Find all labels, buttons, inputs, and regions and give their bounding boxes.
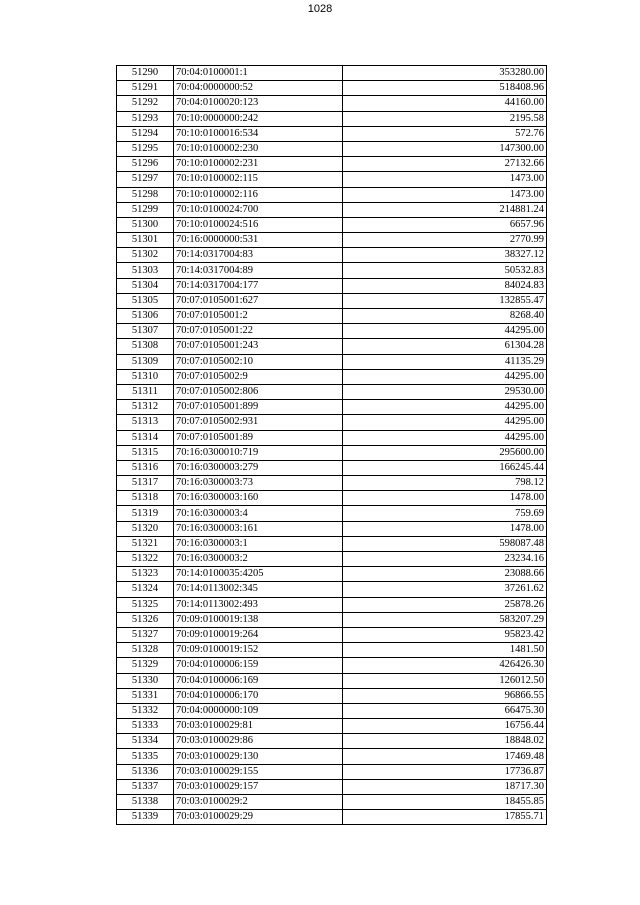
value-cell: 17469.48 (343, 749, 547, 764)
cadastral-number-cell: 70:04:0100020:123 (174, 96, 343, 111)
table-row (117, 612, 547, 627)
row-number-cell: 51319 (117, 506, 174, 521)
table-row (117, 795, 547, 810)
value-cell: 132855.47 (343, 293, 547, 308)
cadastral-number-cell: 70:07:0105002:806 (174, 384, 343, 399)
table-row (117, 627, 547, 642)
table-row (117, 354, 547, 369)
table-body (117, 66, 547, 825)
cadastral-value-table (116, 65, 547, 825)
cadastral-number-cell: 70:14:0113002:493 (174, 597, 343, 612)
cadastral-number-cell: 70:07:0105001:22 (174, 324, 343, 339)
cadastral-number-cell: 70:03:0100029:130 (174, 749, 343, 764)
cadastral-number-cell: 70:16:0300003:2 (174, 552, 343, 567)
value-cell: 25878.26 (343, 597, 547, 612)
cadastral-number-cell: 70:04:0000000:52 (174, 81, 343, 96)
row-number-cell: 51328 (117, 643, 174, 658)
table-row (117, 582, 547, 597)
row-number-cell: 51314 (117, 430, 174, 445)
table-row (117, 810, 547, 825)
cadastral-number-cell: 70:04:0100006:169 (174, 673, 343, 688)
table-row (117, 536, 547, 551)
table-row (117, 248, 547, 263)
cadastral-number-cell: 70:04:0100001:1 (174, 66, 343, 81)
row-number-cell: 51324 (117, 582, 174, 597)
value-cell: 18717.30 (343, 779, 547, 794)
value-cell: 426426.30 (343, 658, 547, 673)
value-cell: 84024.83 (343, 278, 547, 293)
table-row (117, 688, 547, 703)
value-cell: 29530.00 (343, 384, 547, 399)
cadastral-number-cell: 70:16:0300003:160 (174, 491, 343, 506)
cadastral-number-cell: 70:03:0100029:29 (174, 810, 343, 825)
table-row (117, 81, 547, 96)
cadastral-number-cell: 70:07:0105001:899 (174, 400, 343, 415)
cadastral-number-cell: 70:14:0317004:177 (174, 278, 343, 293)
value-cell: 44295.00 (343, 369, 547, 384)
value-cell: 44295.00 (343, 430, 547, 445)
table-row (117, 309, 547, 324)
cadastral-number-cell: 70:10:0100002:115 (174, 172, 343, 187)
cadastral-number-cell: 70:07:0105001:243 (174, 339, 343, 354)
table-row (117, 764, 547, 779)
value-cell: 8268.40 (343, 309, 547, 324)
row-number-cell: 51309 (117, 354, 174, 369)
table-row (117, 233, 547, 248)
value-cell: 518408.96 (343, 81, 547, 96)
row-number-cell: 51323 (117, 567, 174, 582)
value-cell: 353280.00 (343, 66, 547, 81)
cadastral-number-cell: 70:07:0105002:9 (174, 369, 343, 384)
row-number-cell: 51311 (117, 384, 174, 399)
value-cell: 1481.50 (343, 643, 547, 658)
value-cell: 27132.66 (343, 157, 547, 172)
table-row (117, 567, 547, 582)
cadastral-number-cell: 70:10:0100024:700 (174, 202, 343, 217)
value-cell: 23088.66 (343, 567, 547, 582)
value-cell: 41135.29 (343, 354, 547, 369)
table-row (117, 749, 547, 764)
cadastral-number-cell: 70:04:0100006:170 (174, 688, 343, 703)
value-cell: 1473.00 (343, 172, 547, 187)
value-cell: 37261.62 (343, 582, 547, 597)
row-number-cell: 51321 (117, 536, 174, 551)
value-cell: 95823.42 (343, 627, 547, 642)
cadastral-number-cell: 70:10:0100002:116 (174, 187, 343, 202)
table-row (117, 719, 547, 734)
cadastral-number-cell: 70:04:0100006:159 (174, 658, 343, 673)
table-row (117, 415, 547, 430)
value-cell: 126012.50 (343, 673, 547, 688)
table-row (117, 643, 547, 658)
value-cell: 572.76 (343, 126, 547, 141)
row-number-cell: 51338 (117, 795, 174, 810)
value-cell: 798.12 (343, 476, 547, 491)
cadastral-number-cell: 70:10:0100002:230 (174, 141, 343, 156)
row-number-cell: 51293 (117, 111, 174, 126)
table-row (117, 658, 547, 673)
cadastral-number-cell: 70:10:0100002:231 (174, 157, 343, 172)
cadastral-number-cell: 70:16:0300010:719 (174, 445, 343, 460)
table-row (117, 263, 547, 278)
table-row (117, 460, 547, 475)
row-number-cell: 51298 (117, 187, 174, 202)
value-cell: 2195.58 (343, 111, 547, 126)
cadastral-number-cell: 70:07:0105002:10 (174, 354, 343, 369)
row-number-cell: 51307 (117, 324, 174, 339)
table-row (117, 597, 547, 612)
row-number-cell: 51313 (117, 415, 174, 430)
value-cell: 50532.83 (343, 263, 547, 278)
cadastral-number-cell: 70:07:0105001:2 (174, 309, 343, 324)
table-row (117, 400, 547, 415)
row-number-cell: 51295 (117, 141, 174, 156)
row-number-cell: 51325 (117, 597, 174, 612)
row-number-cell: 51292 (117, 96, 174, 111)
value-cell: 583207.29 (343, 612, 547, 627)
cadastral-number-cell: 70:03:0100029:81 (174, 719, 343, 734)
row-number-cell: 51291 (117, 81, 174, 96)
cadastral-number-cell: 70:09:0100019:264 (174, 627, 343, 642)
row-number-cell: 51336 (117, 764, 174, 779)
row-number-cell: 51320 (117, 521, 174, 536)
cadastral-number-cell: 70:14:0113002:345 (174, 582, 343, 597)
row-number-cell: 51326 (117, 612, 174, 627)
row-number-cell: 51310 (117, 369, 174, 384)
table-row (117, 172, 547, 187)
row-number-cell: 51306 (117, 309, 174, 324)
value-cell: 2770.99 (343, 233, 547, 248)
cadastral-number-cell: 70:14:0317004:89 (174, 263, 343, 278)
cadastral-number-cell: 70:04:0000000:109 (174, 703, 343, 718)
value-cell: 6657.96 (343, 217, 547, 232)
row-number-cell: 51332 (117, 703, 174, 718)
value-cell: 44295.00 (343, 324, 547, 339)
table-row (117, 339, 547, 354)
cadastral-number-cell: 70:14:0317004:83 (174, 248, 343, 263)
table-row (117, 673, 547, 688)
row-number-cell: 51302 (117, 248, 174, 263)
table-row (117, 187, 547, 202)
table-row (117, 324, 547, 339)
row-number-cell: 51337 (117, 779, 174, 794)
value-cell: 96866.55 (343, 688, 547, 703)
row-number-cell: 51330 (117, 673, 174, 688)
value-cell: 1478.00 (343, 491, 547, 506)
cadastral-number-cell: 70:16:0000000:531 (174, 233, 343, 248)
value-cell: 16756.44 (343, 719, 547, 734)
value-cell: 38327.12 (343, 248, 547, 263)
cadastral-number-cell: 70:10:0100016:534 (174, 126, 343, 141)
value-cell: 44295.00 (343, 400, 547, 415)
row-number-cell: 51308 (117, 339, 174, 354)
cadastral-number-cell: 70:10:0000000:242 (174, 111, 343, 126)
cadastral-number-cell: 70:16:0300003:1 (174, 536, 343, 551)
table-row (117, 521, 547, 536)
row-number-cell: 51303 (117, 263, 174, 278)
row-number-cell: 51331 (117, 688, 174, 703)
table-row (117, 430, 547, 445)
value-cell: 23234.16 (343, 552, 547, 567)
table-row (117, 552, 547, 567)
cadastral-number-cell: 70:09:0100019:138 (174, 612, 343, 627)
value-cell: 166245.44 (343, 460, 547, 475)
table-row (117, 734, 547, 749)
table-row (117, 491, 547, 506)
table-row (117, 779, 547, 794)
row-number-cell: 51315 (117, 445, 174, 460)
row-number-cell: 51318 (117, 491, 174, 506)
value-cell: 147300.00 (343, 141, 547, 156)
value-cell: 295600.00 (343, 445, 547, 460)
row-number-cell: 51294 (117, 126, 174, 141)
value-cell: 18848.02 (343, 734, 547, 749)
cadastral-number-cell: 70:09:0100019:152 (174, 643, 343, 658)
table-row (117, 202, 547, 217)
table-row (117, 278, 547, 293)
cadastral-number-cell: 70:07:0105002:931 (174, 415, 343, 430)
value-cell: 44295.00 (343, 415, 547, 430)
value-cell: 66475.30 (343, 703, 547, 718)
value-cell: 759.69 (343, 506, 547, 521)
row-number-cell: 51316 (117, 460, 174, 475)
row-number-cell: 51335 (117, 749, 174, 764)
value-cell: 18455.85 (343, 795, 547, 810)
value-cell: 61304.28 (343, 339, 547, 354)
row-number-cell: 51312 (117, 400, 174, 415)
row-number-cell: 51327 (117, 627, 174, 642)
cadastral-number-cell: 70:07:0105001:627 (174, 293, 343, 308)
table-row (117, 157, 547, 172)
table-row (117, 126, 547, 141)
cadastral-number-cell: 70:03:0100029:2 (174, 795, 343, 810)
value-cell: 44160.00 (343, 96, 547, 111)
row-number-cell: 51339 (117, 810, 174, 825)
row-number-cell: 51300 (117, 217, 174, 232)
table-row (117, 445, 547, 460)
value-cell: 598087.48 (343, 536, 547, 551)
table-row (117, 293, 547, 308)
row-number-cell: 51305 (117, 293, 174, 308)
cadastral-number-cell: 70:03:0100029:155 (174, 764, 343, 779)
table-row (117, 141, 547, 156)
row-number-cell: 51301 (117, 233, 174, 248)
cadastral-number-cell: 70:10:0100024:516 (174, 217, 343, 232)
row-number-cell: 51322 (117, 552, 174, 567)
cadastral-number-cell: 70:03:0100029:157 (174, 779, 343, 794)
cadastral-number-cell: 70:16:0300003:73 (174, 476, 343, 491)
row-number-cell: 51304 (117, 278, 174, 293)
value-cell: 1473.00 (343, 187, 547, 202)
table-row (117, 703, 547, 718)
row-number-cell: 51317 (117, 476, 174, 491)
table-row (117, 506, 547, 521)
cadastral-number-cell: 70:16:0300003:161 (174, 521, 343, 536)
row-number-cell: 51334 (117, 734, 174, 749)
cadastral-number-cell: 70:14:0100035:4205 (174, 567, 343, 582)
row-number-cell: 51329 (117, 658, 174, 673)
table-row (117, 66, 547, 81)
cadastral-number-cell: 70:16:0300003:4 (174, 506, 343, 521)
table-row (117, 476, 547, 491)
row-number-cell: 51296 (117, 157, 174, 172)
table-row (117, 111, 547, 126)
row-number-cell: 51297 (117, 172, 174, 187)
table-row (117, 96, 547, 111)
row-number-cell: 51290 (117, 66, 174, 81)
value-cell: 1478.00 (343, 521, 547, 536)
cadastral-number-cell: 70:16:0300003:279 (174, 460, 343, 475)
table-row (117, 217, 547, 232)
cadastral-number-cell: 70:07:0105001:89 (174, 430, 343, 445)
table-row (117, 384, 547, 399)
value-cell: 214881.24 (343, 202, 547, 217)
value-cell: 17736.87 (343, 764, 547, 779)
cadastral-number-cell: 70:03:0100029:86 (174, 734, 343, 749)
row-number-cell: 51299 (117, 202, 174, 217)
page-number: 1028 (307, 3, 333, 15)
value-cell: 17855.71 (343, 810, 547, 825)
table-row (117, 369, 547, 384)
row-number-cell: 51333 (117, 719, 174, 734)
